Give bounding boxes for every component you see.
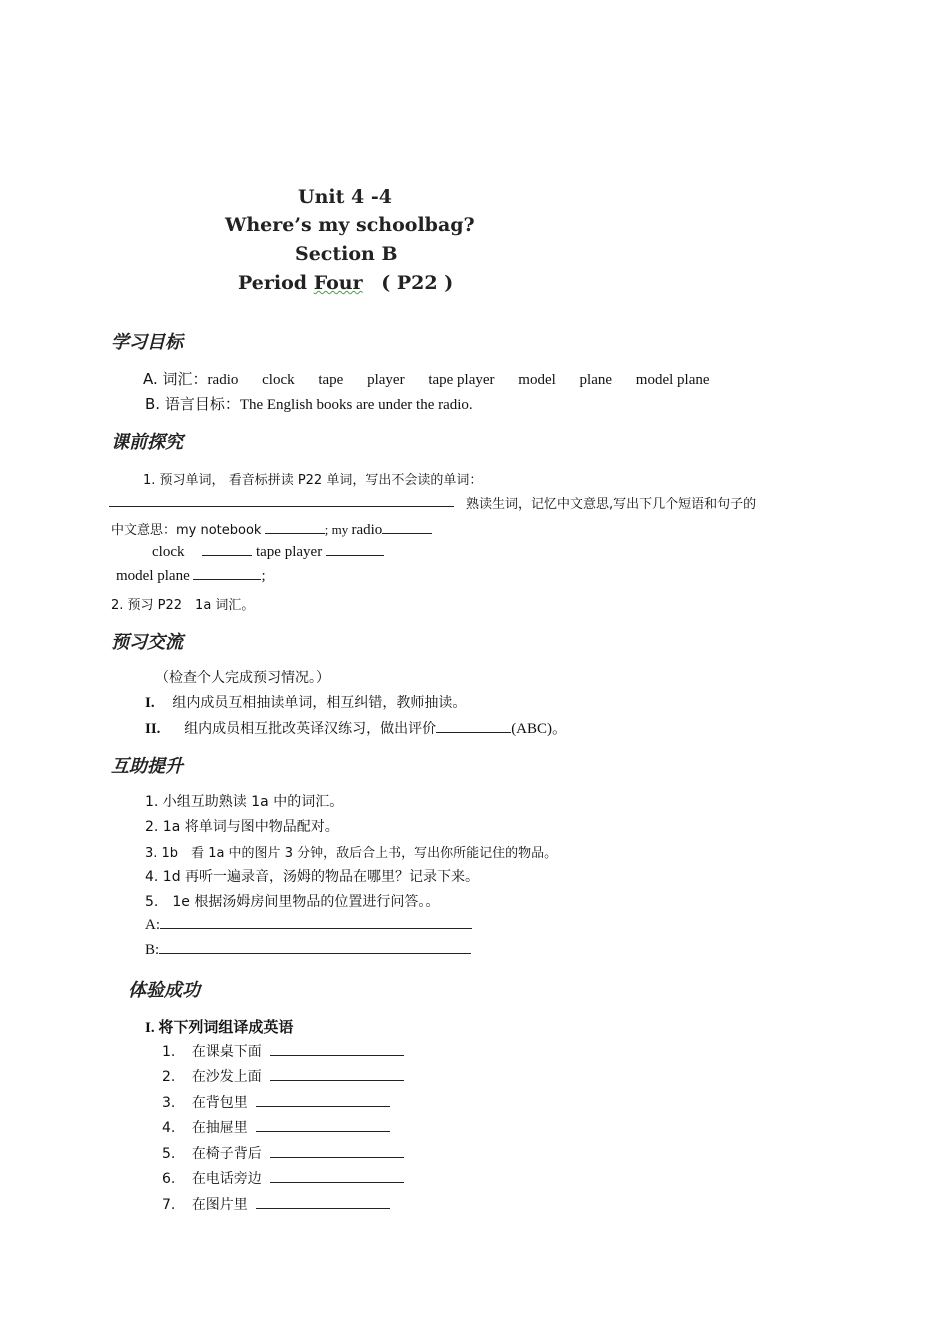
model-plane-blank[interactable] — [193, 567, 261, 580]
section-title: Section B — [295, 243, 398, 265]
preview-item-1-cont — [111, 519, 432, 539]
lesson-question: Where’s my schoolbag? — [225, 214, 475, 236]
mutual-item: 2. 1a 将单词与图中物品配对。 — [145, 819, 339, 835]
vocab-word: radio — [207, 372, 239, 388]
phrase-row-2 — [116, 567, 266, 585]
dialog-a-label: A: — [145, 917, 160, 933]
translation-blank[interactable] — [270, 1170, 404, 1183]
language-sentence: The English books are under the radio. — [239, 397, 473, 413]
exchange-note: （检查个人完成预习情况。） — [155, 670, 330, 686]
mutual-heading: 互助提升 — [111, 756, 183, 777]
period-word: Four — [313, 272, 363, 294]
dialog-b-label: B: — [145, 942, 160, 958]
translation-text: 在电话旁边 — [191, 1171, 262, 1187]
vocab-word: model plane — [635, 372, 710, 388]
exchange-item-1-num: I. — [145, 695, 155, 711]
translation-num: 2. — [162, 1069, 176, 1085]
phrase-row-1 — [152, 543, 384, 561]
translation-num: 7. — [162, 1197, 176, 1213]
mutual-item: 1. 小组互助熟读 1a 中的词汇。 — [145, 794, 344, 810]
translation-item — [162, 1194, 390, 1214]
translation-num: 1. — [162, 1044, 176, 1060]
mutual-item: 5. 1e 根据汤姆房间里物品的位置进行问答。。 — [145, 894, 440, 910]
dialog-a-blank[interactable] — [160, 916, 472, 929]
vocab-word: player — [367, 372, 405, 388]
period-title — [238, 272, 453, 294]
exchange-item-2 — [145, 717, 567, 738]
translation-item — [162, 1168, 404, 1188]
radio-label: radio — [351, 522, 383, 538]
exchange-item-2-text: 组内成员相互批改英译汉练习，做出评价 — [184, 721, 437, 737]
preview-item-1-text: 看音标拼读 P22 单词，写出不会读的单词： — [228, 473, 483, 488]
language-label: B. 语言目标： — [145, 395, 240, 413]
exchange-item-2-end: (ABC)。 — [511, 721, 568, 737]
translation-blank[interactable] — [270, 1145, 404, 1158]
preview-item-1-prefix: 1. 预习单词， — [143, 473, 225, 488]
vocab-label: A. 词汇： — [143, 370, 208, 388]
translation-blank[interactable] — [256, 1196, 390, 1209]
evaluation-blank[interactable] — [436, 720, 511, 733]
exchange-item-1 — [145, 692, 466, 712]
notebook-label: 中文意思：my notebook — [111, 523, 262, 538]
translation-item — [162, 1041, 404, 1061]
translation-item — [162, 1092, 390, 1112]
vocab-word: tape — [318, 372, 344, 388]
translation-text: 在沙发上面 — [191, 1069, 262, 1085]
dialog-a — [145, 916, 472, 934]
translation-text: 在课桌下面 — [191, 1044, 262, 1060]
my-label: ; my — [324, 522, 349, 537]
translation-num: 3. — [162, 1095, 176, 1111]
mutual-item: 3. 1b 看 1a 中的图片 3 分钟，敌后合上书，写出你所能记住的物品。 — [145, 846, 558, 861]
period-suffix: ( P22 ) — [381, 272, 454, 294]
translation-blank[interactable] — [256, 1094, 390, 1107]
vocab-word: clock — [262, 372, 295, 388]
preview-item-2: 2. 预习 P22 1a 词汇。 — [111, 598, 255, 613]
preview-heading: 课前探究 — [111, 432, 183, 453]
dialog-b — [145, 941, 471, 959]
goals-heading: 学习目标 — [111, 332, 183, 353]
tape-player-blank[interactable] — [326, 543, 384, 556]
dialog-b-blank[interactable] — [159, 941, 471, 954]
translation-item — [162, 1066, 404, 1086]
exchange-item-2-num: II. — [145, 721, 161, 737]
translation-item — [162, 1143, 404, 1163]
exchange-item-1-text: 组内成员互相抽读单词，相互纠错，教师抽读。 — [172, 695, 467, 711]
preview-item-1-followup: 熟读生词，记忆中文意思,写出下几个短语和句子的 — [466, 497, 757, 512]
translation-blank[interactable] — [256, 1119, 390, 1132]
translation-blank[interactable] — [270, 1068, 404, 1081]
translation-blank[interactable] — [270, 1043, 404, 1056]
language-goal — [145, 393, 473, 414]
success-heading: 体验成功 — [128, 980, 200, 1001]
vocab-goal — [143, 368, 710, 389]
translation-item — [162, 1117, 390, 1137]
notebook-blank[interactable] — [265, 521, 325, 534]
clock-label: clock — [152, 544, 185, 560]
vocab-word: model — [518, 372, 556, 388]
exchange-heading: 预习交流 — [111, 632, 183, 653]
unit-title: Unit 4 -4 — [298, 186, 392, 208]
translation-text: 在椅子背后 — [191, 1146, 262, 1162]
radio-blank[interactable] — [382, 521, 432, 534]
unknown-words-blank[interactable] — [109, 494, 454, 512]
phrase-end: ; — [261, 568, 266, 584]
period-prefix: Period — [238, 272, 308, 294]
translation-num: 4. — [162, 1120, 176, 1136]
vocab-word: tape player — [428, 372, 495, 388]
clock-blank[interactable] — [202, 543, 252, 556]
preview-item-1 — [143, 469, 482, 488]
translation-text: 在背包里 — [191, 1095, 248, 1111]
translation-text: 在图片里 — [191, 1197, 248, 1213]
vocab-word: plane — [579, 372, 613, 388]
translation-text: 在抽屉里 — [191, 1120, 248, 1136]
tape-player-label: tape player — [255, 544, 323, 560]
mutual-item: 4. 1d 再听一遍录音，汤姆的物品在哪里？记录下来。 — [145, 869, 480, 885]
model-plane-label: model plane — [116, 568, 190, 584]
translation-num: 5. — [162, 1146, 176, 1162]
translation-num: 6. — [162, 1171, 176, 1187]
success-task: I. 将下列词组译成英语 — [145, 1020, 294, 1036]
